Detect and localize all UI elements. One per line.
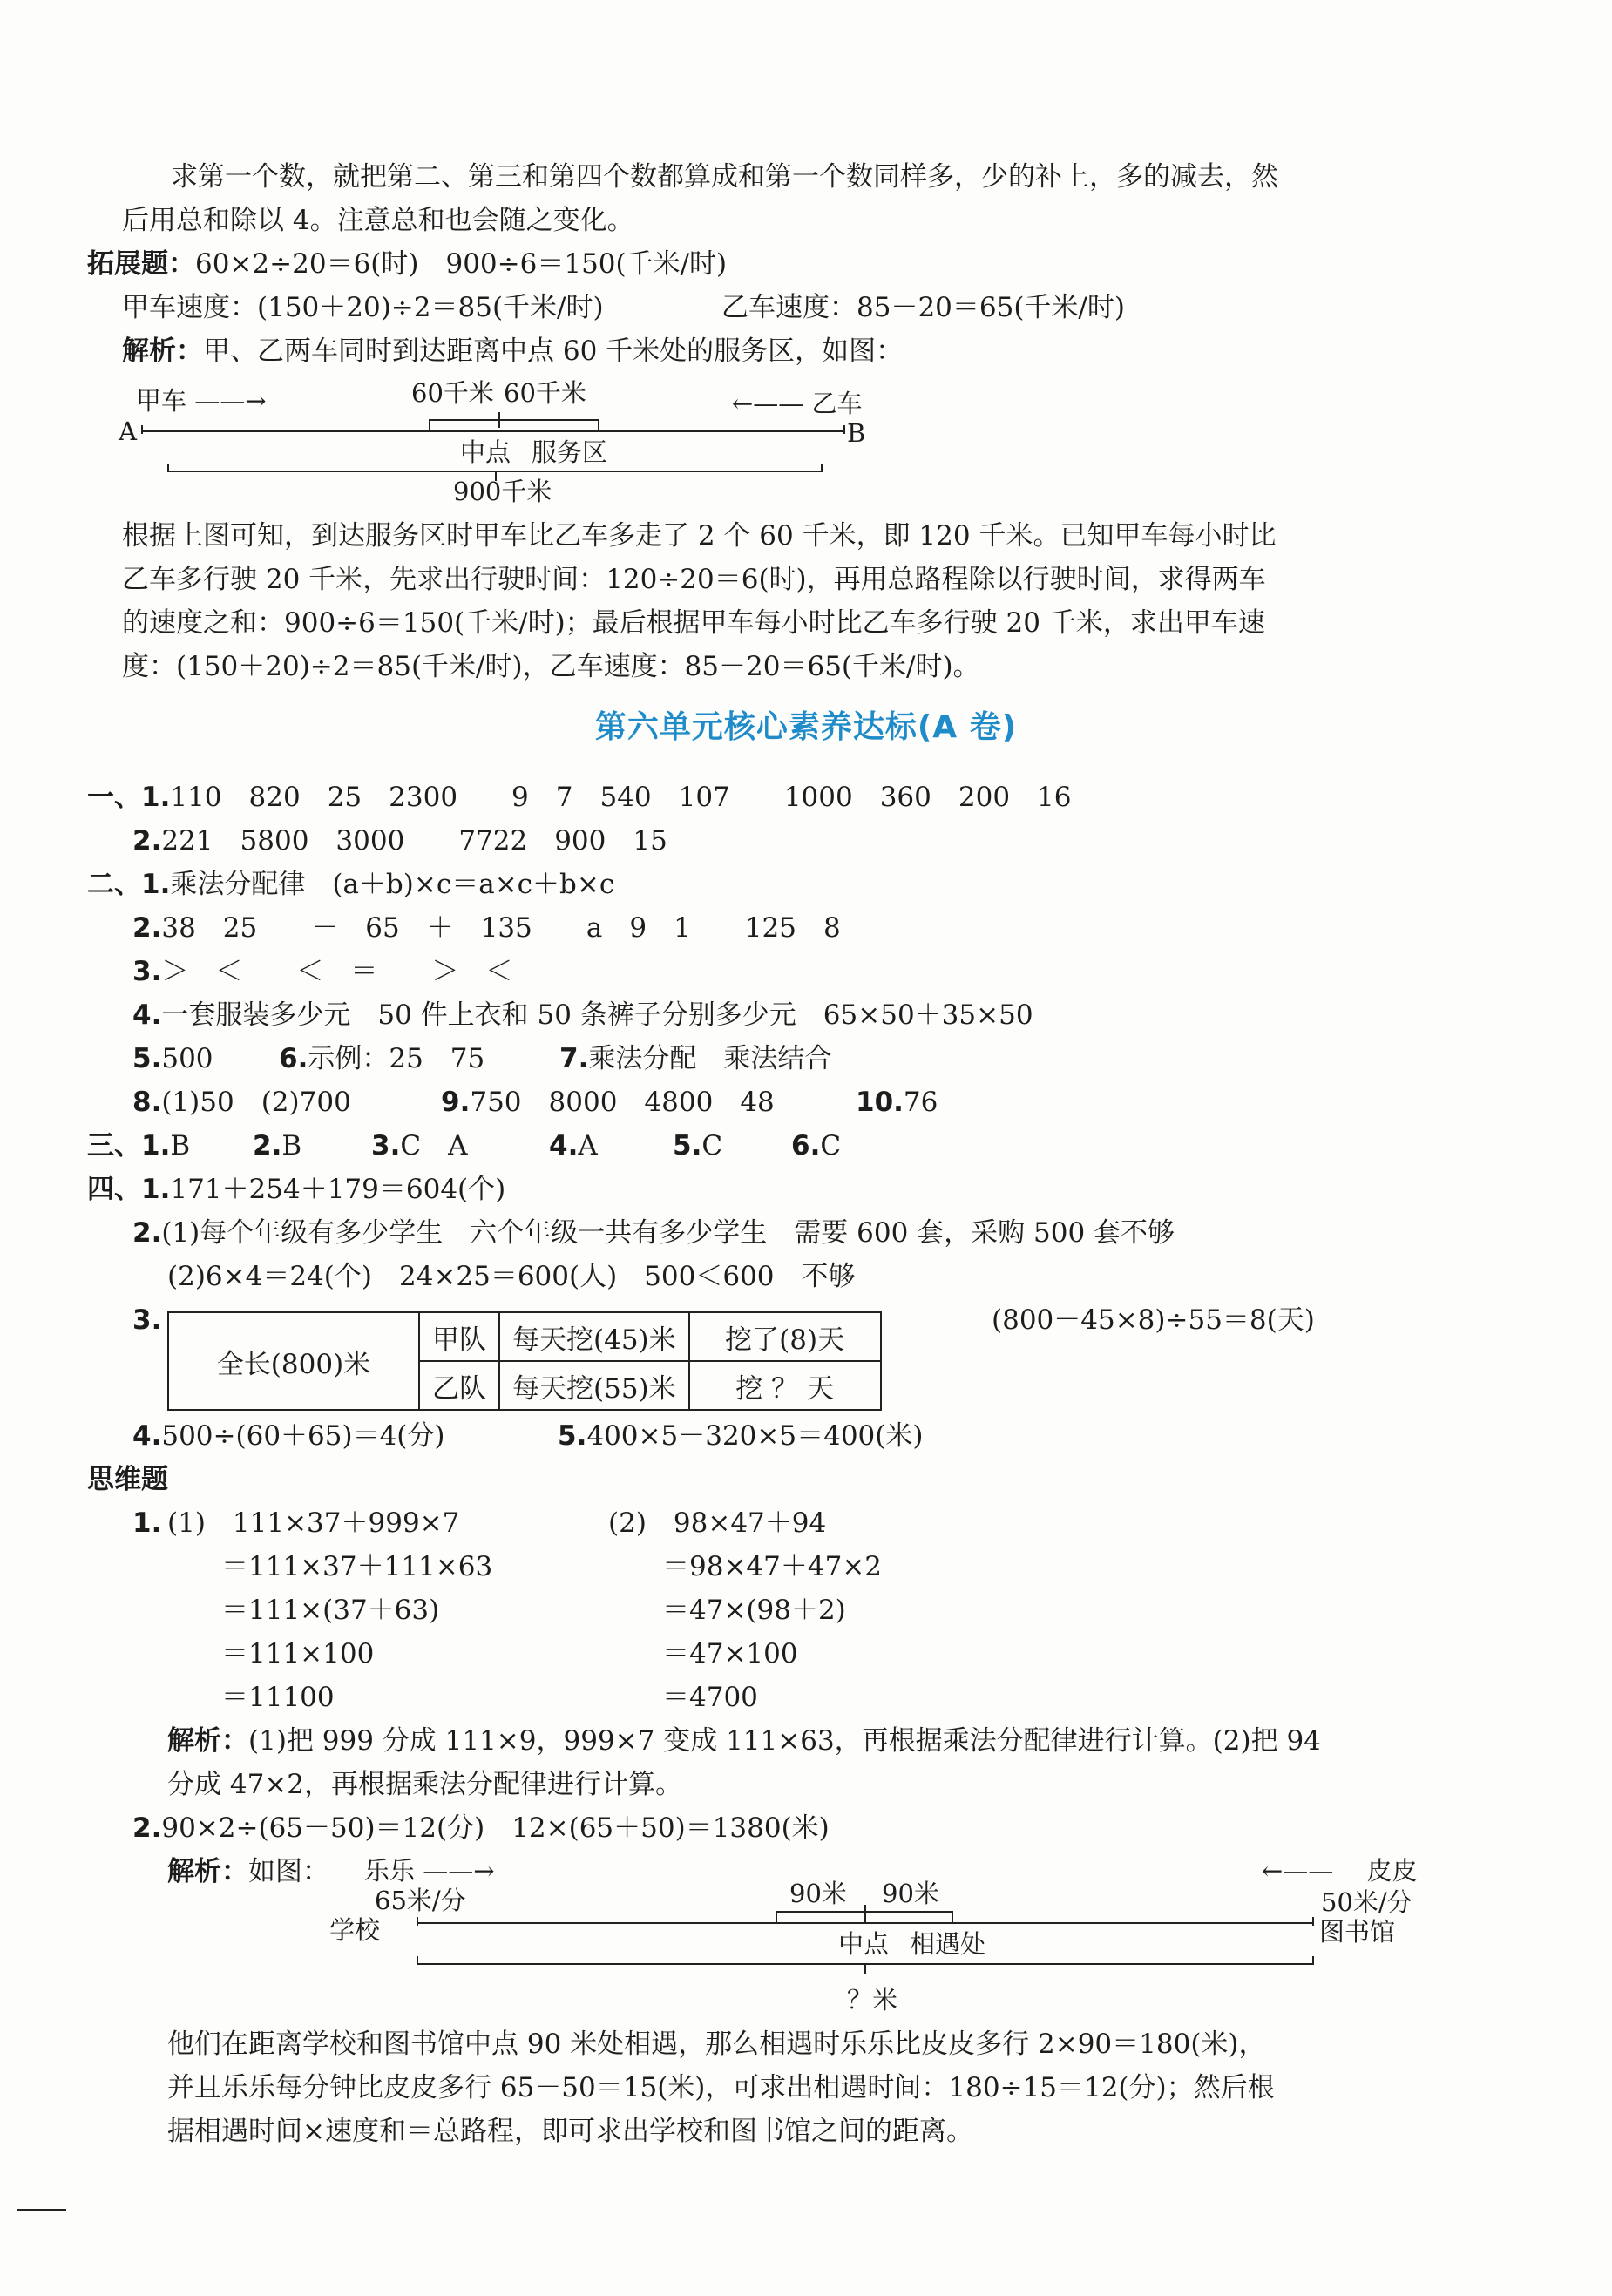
table-cell-team-b-daily: 每天挖(55)米 [499, 1361, 689, 1410]
para-line: 根据上图可知，到达服务区时甲车比乙车多走了 2 个 60 千米，即 120 千米。已知甲车每小时比 [122, 520, 1277, 552]
calc-step: ＝4700 [608, 1682, 758, 1713]
brace-line [776, 1911, 864, 1913]
table-cell-team-a-daily: 每天挖(45)米 [499, 1312, 689, 1361]
item-number: 4. [132, 1420, 162, 1452]
midpoint-label: 中点 [838, 1929, 890, 1959]
answer-row [132, 1085, 351, 1120]
item-number: 6. [279, 1043, 308, 1074]
brace-line [498, 419, 599, 421]
item-number: 1. [141, 782, 171, 813]
answer: A [578, 1130, 598, 1162]
answer-row [132, 823, 667, 858]
answer: 38 25 － 65 ＋ 135 a 9 1 125 8 [161, 912, 841, 944]
item-number: 3. [132, 956, 162, 987]
brace-line [864, 1911, 953, 1913]
answer-row [673, 1128, 722, 1163]
para-line: 据相遇时间×速度和＝总路程，即可求出学校和图书馆之间的距离。 [167, 2116, 973, 2147]
section-label: 一、 [87, 782, 141, 813]
analysis-line [122, 334, 903, 369]
answer: (800－45×8)÷55＝8(天) [992, 1304, 1315, 1336]
answer-row [132, 998, 1033, 1033]
section-label: 三、 [87, 1130, 141, 1162]
speed-a: 甲车速度：(150＋20)÷2＝85(千米/时) [122, 292, 604, 323]
item-number: 1. [141, 1174, 171, 1205]
section-label: 二、 [87, 869, 141, 900]
endpoint-tick [141, 425, 143, 434]
brace-tick [417, 1956, 418, 1965]
item-number: 9. [441, 1087, 471, 1118]
calc-step: ＝47×(98＋2) [608, 1595, 846, 1626]
item-number: 1. [141, 1130, 171, 1162]
answer: 90×2÷(65－50)＝12(分) 12×(65＋50)＝1380(米) [161, 1812, 830, 1844]
brace-line [429, 419, 498, 421]
answer: B [281, 1130, 302, 1162]
library-label: 图书馆 [1319, 1917, 1396, 1947]
brace-tick [167, 464, 169, 472]
pipi-speed: 50米/分 [1321, 1887, 1412, 1917]
answer-row [87, 780, 1072, 815]
item-number: 5. [673, 1130, 702, 1162]
para-line: 他们在距离学校和图书馆中点 90 米处相遇，那么相遇时乐乐比皮皮多行 2×90＝180(米)， [167, 2028, 1266, 2060]
answer-row [87, 1172, 505, 1207]
answer-row [132, 954, 512, 989]
school-label: 学校 [329, 1915, 381, 1945]
total-distance-label: 900千米 [453, 477, 552, 506]
brace-tick [1312, 1956, 1314, 1965]
item-number: 5. [132, 1043, 162, 1074]
brace-tick [952, 1911, 953, 1923]
answer: 乘法分配律 (a＋b)×c＝a×c＋b×c [170, 869, 615, 900]
segment-label-1: 60千米 [411, 378, 494, 408]
lele-speed: 65米/分 [375, 1886, 466, 1915]
item-number: 5. [558, 1420, 587, 1452]
table-cell-team-a-done: 挖了(8)天 [689, 1312, 881, 1361]
item-number: 2. [253, 1130, 282, 1162]
calc-step: ＝11100 [167, 1682, 335, 1713]
brace-tick [821, 464, 823, 472]
meeting-point-label: 相遇处 [910, 1929, 986, 1959]
answer-row [132, 911, 841, 945]
answer: C [701, 1130, 723, 1162]
answer-row [279, 1041, 484, 1076]
calc-step: (1) 111×37＋999×7 [167, 1507, 460, 1539]
analysis-text: 甲、乙两车同时到达距离中点 60 千米处的服务区，如图： [203, 335, 904, 367]
table-cell-team-b-todo: 挖 ？ 天 [689, 1361, 881, 1410]
answer-row [253, 1128, 301, 1163]
item-number: 2. [132, 912, 162, 944]
brace-tick [598, 419, 599, 431]
analysis-label: 解析： [122, 335, 203, 367]
answer-row [132, 1419, 445, 1453]
item-number: 2. [132, 1812, 162, 1844]
item-number: 2. [132, 1217, 162, 1249]
pipi-label: ←—— 皮皮 [1262, 1856, 1418, 1886]
answer: 221 5800 3000 7722 900 15 [161, 825, 667, 857]
answer-row [132, 1216, 1175, 1250]
segment-label-2: 60千米 [504, 378, 586, 408]
answer: C A [400, 1130, 468, 1162]
item-number: 4. [549, 1130, 579, 1162]
analysis-line [167, 1724, 1321, 1758]
answer: C [820, 1130, 842, 1162]
para-line: 度：(150＋20)÷2＝85(千米/时)，乙车速度：85－20＝65(千米/时)。 [122, 651, 980, 682]
answer-row [558, 1419, 923, 1453]
segment-label-1: 90米 [789, 1879, 847, 1908]
item-number: 8. [132, 1087, 162, 1118]
car-a-label: 甲车 ——→ [136, 386, 267, 416]
answer: 500÷(60＋65)＝4(分) [161, 1420, 445, 1452]
answer-row [441, 1085, 775, 1120]
analysis-line: 分成 47×2，再根据乘法分配律进行计算。 [167, 1769, 682, 1800]
calc-step: ＝47×100 [608, 1638, 798, 1670]
item-number: 3. [371, 1130, 401, 1162]
brace-tick [776, 1911, 777, 1923]
answer: 171＋254＋179＝604(个) [170, 1174, 506, 1205]
answer: (1)每个年级有多少学生 六个年级一共有多少学生 需要 600 套，采购 500 套不够 [161, 1217, 1175, 1249]
endpoint-tick [1312, 1917, 1314, 1926]
para-line: 并且乐乐每分钟比皮皮多行 65－50＝15(米)，可求出相遇时间：180÷15＝12(分)；然后根 [167, 2072, 1275, 2103]
answer: 一套服装多少元 50 件上衣和 50 条裤子分别多少元 65×50＋35×50 [161, 999, 1033, 1031]
road-line [417, 1922, 1314, 1924]
item-number: 1. [132, 1507, 162, 1539]
point-a: A [119, 417, 137, 446]
table-cell-team-a: 甲队 [419, 1312, 499, 1361]
analysis-text: 如图： [248, 1856, 329, 1887]
brace-tick [864, 1905, 866, 1922]
answer: 76 [903, 1087, 938, 1118]
item-number: 2. [132, 825, 162, 857]
answer-row [132, 1041, 213, 1076]
answer: 500 [161, 1043, 213, 1074]
answer-row [87, 1128, 190, 1163]
endpoint-tick [417, 1917, 418, 1926]
lele-label: 乐乐 ——→ [364, 1856, 495, 1886]
answer: ＞ ＜ ＜ ＝ ＞ ＜ [161, 956, 513, 987]
analysis-line [167, 1854, 329, 1889]
table-cell-team-b: 乙队 [419, 1361, 499, 1410]
data-table [167, 1311, 882, 1411]
car-b-label: ←—— 乙车 [732, 389, 863, 418]
section-label: 思维题 [87, 1464, 168, 1495]
item-number: 4. [132, 999, 162, 1031]
analysis-label: 解析： [167, 1856, 248, 1887]
answer: 400×5－320×5＝400(米) [586, 1420, 924, 1452]
service-area-label: 服务区 [532, 437, 608, 467]
para-line: 的速度之和：900÷6＝150(千米/时)；最后根据甲车每小时比乙车多行驶 20 千米，求出甲车速 [122, 607, 1265, 639]
answer-row [856, 1085, 938, 1120]
analysis-label: 解析： [167, 1725, 248, 1757]
item-number: 1. [141, 869, 171, 900]
para-line: 后用总和除以 4。注意总和也会随之变化。 [122, 205, 634, 236]
answer-row [132, 1811, 830, 1846]
calc-step: (2) 98×47＋94 [608, 1507, 827, 1539]
road-line [141, 430, 845, 432]
answer-row [549, 1128, 598, 1163]
analysis-text: (1)把 999 分成 111×9，999×7 变成 111×63，再根据乘法分配律进行计算。(2)把 94 [248, 1725, 1321, 1757]
item-number: 6. [791, 1130, 821, 1162]
midpoint-label: 中点 [460, 437, 511, 467]
answer: 750 8000 4800 48 [470, 1087, 775, 1118]
answer: B [170, 1130, 191, 1162]
answer-row [791, 1128, 841, 1163]
answer-row [87, 867, 614, 902]
answer: 110 820 25 2300 9 7 540 107 1000 360 200 16 [170, 782, 1072, 813]
endpoint-tick [843, 425, 845, 434]
extension-label: 拓展题： [87, 248, 195, 280]
point-b: B [847, 418, 866, 448]
answer-row [371, 1128, 467, 1163]
table-cell-total: 全长(800)米 [168, 1312, 419, 1410]
brace-tick [429, 419, 430, 431]
answer: 示例：25 75 [308, 1043, 485, 1074]
answer: (1)50 (2)700 [161, 1087, 351, 1118]
brace-tick [864, 1963, 866, 1974]
item-number: 7. [559, 1043, 589, 1074]
calc-step: ＝111×(37＋63) [167, 1595, 440, 1626]
extension-line [87, 247, 727, 281]
segment-label-2: 90米 [882, 1879, 939, 1908]
speed-b: 乙车速度：85－20＝65(千米/时) [721, 292, 1125, 323]
item-number: 3. [132, 1304, 162, 1336]
section-label: 四、 [87, 1174, 141, 1205]
total-distance-label: ？米 [847, 1985, 898, 2015]
calc-step: ＝111×37＋111×63 [167, 1551, 493, 1582]
answer-row [559, 1041, 831, 1076]
para-line: 求第一个数，就把第二、第三和第四个数都算成和第一个数同样多，少的补上，多的减去，然 [171, 161, 1278, 193]
answer: 乘法分配 乘法结合 [588, 1043, 832, 1074]
section-title: 第六单元核心素养达标(A 卷) [594, 709, 1018, 745]
calc-step: ＝98×47＋47×2 [608, 1551, 883, 1582]
item-number: 10. [856, 1087, 904, 1118]
para-line: 乙车多行驶 20 千米，先求出行驶时间：120÷20＝6(时)，再用总路程除以行驶时间，求得两车 [122, 564, 1266, 595]
extension-calc: 60×2÷20＝6(时) 900÷6＝150(千米/时) [195, 248, 728, 280]
answer-row: (2)6×4＝24(个) 24×25＝600(人) 500＜600 不够 [167, 1261, 856, 1292]
calc-step: ＝111×100 [167, 1638, 375, 1670]
page-edge-rule [17, 2209, 66, 2211]
